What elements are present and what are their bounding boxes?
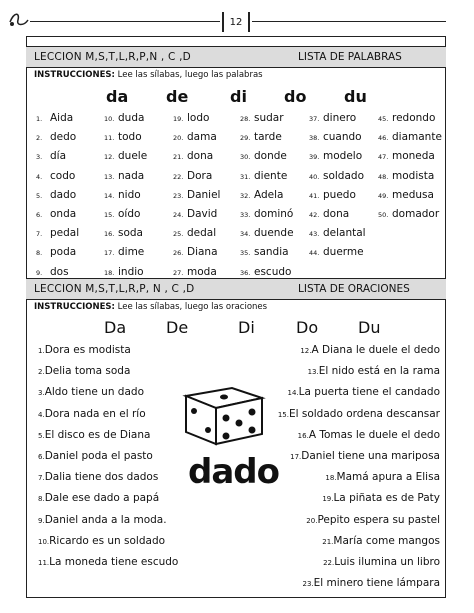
word-number: 37.: [309, 115, 320, 123]
word-text: nada: [118, 169, 145, 182]
section1-list-title: LISTA DE PALABRAS: [298, 51, 402, 63]
word-number: 43.: [309, 230, 320, 239]
word-number: 41.: [309, 191, 320, 200]
word-item: [173, 208, 217, 220]
word-text: dado: [50, 188, 77, 201]
word-text: moneda: [392, 150, 435, 163]
sentence-item: [325, 471, 440, 483]
word-item: [173, 189, 220, 201]
sentence-item: [38, 386, 144, 398]
word-text: modelo: [323, 150, 363, 163]
word-number: 13.: [104, 172, 115, 181]
word-text: dos: [50, 265, 69, 278]
word-number: 4.: [36, 172, 43, 181]
word-text: tarde: [254, 131, 282, 144]
word-text: diente: [254, 169, 288, 182]
word-number: 10.: [104, 115, 115, 123]
sentence-item: [38, 471, 158, 483]
word-item: [240, 150, 287, 162]
sentence-item: [38, 365, 130, 377]
word-item: [240, 246, 289, 258]
sentence-item: [38, 450, 153, 462]
sentence-item: [298, 429, 440, 441]
word-item: [378, 170, 434, 182]
word-item: [173, 246, 218, 258]
word-text: Aida: [50, 112, 74, 124]
sentence-number: 13.: [307, 368, 319, 377]
word-text: donde: [254, 150, 287, 163]
sentence-number: 17.: [290, 453, 302, 461]
word-item: [240, 208, 293, 220]
word-number: 44.: [309, 249, 320, 258]
sentence-text: Daniel anda a la moda.: [44, 513, 167, 526]
sentence-text: María come mangos: [333, 534, 440, 547]
word-number: 28.: [240, 115, 251, 123]
word-item: [309, 131, 362, 143]
syllable: da: [106, 87, 129, 106]
word-item: [36, 227, 79, 239]
sentence-number: 5.: [38, 431, 45, 440]
sentence-text: Aldo tiene un dado: [44, 386, 144, 399]
header-rule-left: [30, 21, 220, 22]
word-number: 46.: [378, 134, 389, 143]
sentence-number: 14.: [287, 389, 299, 398]
sentence-number: 2.: [38, 368, 45, 377]
dice-icon: [176, 378, 270, 448]
word-number: 20.: [173, 134, 184, 143]
word-item: [36, 266, 69, 278]
word-number: 8.: [36, 249, 43, 258]
sentence-text: Dora es modista: [44, 344, 131, 356]
word-number: 26.: [173, 249, 184, 258]
section2-instructions: [34, 302, 267, 312]
sentence-number: 8.: [38, 495, 45, 504]
word-item: [104, 189, 141, 201]
word-number: 16.: [104, 230, 115, 239]
word-item: [104, 112, 144, 124]
word-item: [104, 208, 140, 220]
word-number: 6.: [36, 211, 43, 219]
word-number: 31.: [240, 172, 251, 181]
syllable: Di: [238, 318, 255, 337]
syllable: Da: [104, 318, 127, 337]
word-item: [309, 112, 356, 124]
sentence-item: [38, 344, 131, 356]
sentence-text: La piñata es de Paty: [333, 492, 440, 505]
word-number: 30.: [240, 153, 251, 162]
word-text: poda: [50, 246, 77, 259]
word-item: [36, 150, 66, 162]
sentence-number: 7.: [38, 474, 45, 483]
instructions-label: INSTRUCCIONES:: [34, 70, 115, 80]
sentence-text: Dora nada en el río: [44, 407, 146, 420]
word-number: 48.: [378, 172, 389, 181]
word-item: [173, 170, 212, 182]
word-item: [173, 150, 213, 162]
sentence-text: El minero tiene lámpara: [313, 577, 440, 590]
word-text: puedo: [323, 188, 356, 201]
sentence-text: Daniel tiene una mariposa: [301, 450, 440, 462]
word-number: 32.: [240, 191, 251, 200]
word-text: día: [50, 150, 67, 163]
sentence-text: Dalia tiene dos dados: [44, 471, 159, 484]
word-item: [36, 170, 75, 182]
word-item: [36, 112, 73, 124]
sentence-number: 10.: [38, 537, 50, 546]
word-number: 42.: [309, 211, 320, 219]
sentence-number: 15.: [277, 410, 289, 419]
word-text: nido: [118, 188, 141, 201]
word-number: 5.: [36, 191, 43, 200]
word-text: dime: [118, 246, 145, 259]
word-text: David: [187, 208, 218, 220]
word-item: [240, 131, 282, 143]
word-number: 9.: [36, 268, 43, 277]
word-text: dinero: [323, 112, 357, 124]
sentence-number: 18.: [325, 474, 337, 483]
word-text: dona: [323, 208, 350, 220]
word-number: 21.: [173, 153, 184, 162]
word-text: codo: [50, 169, 76, 182]
picture-word: dado: [188, 452, 279, 492]
word-text: dominó: [254, 208, 294, 220]
instructions-text: Lee las sílabas, luego las oraciones: [114, 302, 268, 312]
word-text: redondo: [392, 112, 436, 124]
syllable: Du: [358, 318, 381, 337]
word-text: domador: [392, 208, 440, 220]
word-number: 33.: [240, 211, 251, 219]
word-number: 7.: [36, 230, 43, 239]
word-text: duende: [254, 227, 294, 240]
instructions-label: INSTRUCCIONES:: [34, 302, 115, 312]
word-item: [309, 208, 349, 220]
sentence-item: [306, 514, 440, 526]
word-text: dona: [187, 150, 214, 163]
sentence-text: Ricardo es un soldado: [49, 534, 166, 547]
sentence-text: Delia toma soda: [44, 365, 131, 378]
word-number: 49.: [378, 191, 389, 200]
word-item: [173, 227, 216, 239]
word-item: [378, 189, 434, 201]
word-text: medusa: [392, 188, 434, 201]
sentence-number: 21.: [322, 537, 334, 546]
word-number: 12.: [104, 153, 115, 162]
word-number: 50.: [378, 211, 389, 219]
word-item: [378, 208, 439, 220]
sentence-text: Luis ilumina un libro: [334, 556, 440, 568]
word-text: todo: [118, 131, 142, 144]
word-text: sandia: [254, 246, 289, 259]
word-item: [378, 112, 435, 124]
sentence-item: [323, 556, 440, 568]
word-item: [309, 227, 366, 239]
word-item: [36, 208, 76, 220]
sentence-item: [288, 386, 440, 398]
word-item: [104, 227, 143, 239]
word-text: moda: [187, 265, 217, 278]
word-item: [240, 227, 294, 239]
sentence-item: [38, 492, 159, 504]
syllable: do: [284, 87, 307, 106]
word-text: duele: [118, 150, 148, 163]
word-item: [104, 266, 144, 278]
word-text: modista: [392, 169, 435, 182]
sentence-text: Pepito espera su pastel: [317, 513, 440, 526]
section2-title-bar: [26, 278, 446, 300]
word-item: [240, 112, 284, 124]
word-text: duerme: [323, 246, 364, 259]
word-text: escudo: [254, 265, 292, 278]
word-item: [378, 131, 442, 143]
sentence-text: Mamá apura a Elisa: [336, 471, 440, 484]
syllable: di: [230, 87, 247, 106]
word-text: Adela: [254, 188, 284, 201]
word-item: [309, 170, 364, 182]
word-text: Dora: [187, 169, 213, 182]
word-number: 39.: [309, 153, 320, 162]
word-item: [173, 112, 209, 124]
sentence-item: [38, 429, 150, 441]
sentence-number: 19.: [322, 495, 334, 504]
sentence-item: [322, 492, 440, 504]
word-text: Daniel: [187, 188, 221, 201]
word-item: [104, 170, 144, 182]
word-item: [104, 246, 144, 258]
word-number: 25.: [173, 230, 184, 239]
section1-title-bar: [26, 46, 446, 68]
word-text: dedal: [187, 227, 217, 240]
syllable: Do: [296, 318, 319, 337]
sentence-text: A Diana le duele el dedo: [311, 344, 440, 356]
sentence-number: 3.: [38, 389, 45, 398]
word-number: 38.: [309, 134, 320, 143]
sentence-item: [308, 365, 440, 377]
sentence-item: [322, 535, 440, 547]
word-text: soldado: [323, 169, 365, 182]
sentence-number: 11.: [38, 559, 50, 567]
section1-title: LECCION M,S,T,L,R,P,N , C ,D: [34, 51, 191, 63]
word-text: indio: [118, 265, 144, 278]
sentence-number: 4.: [38, 410, 45, 419]
word-number: 23.: [173, 191, 184, 200]
word-text: duda: [118, 112, 145, 124]
word-item: [173, 266, 217, 278]
sentence-text: El nido está en la rama: [318, 365, 440, 378]
word-number: 11.: [104, 134, 115, 143]
sentence-item: [38, 514, 167, 526]
word-number: 45.: [378, 115, 389, 123]
section2-list-title: LISTA DE ORACIONES: [298, 283, 410, 295]
word-text: diamante: [392, 131, 442, 144]
word-text: delantal: [323, 227, 366, 240]
word-text: dama: [187, 131, 217, 144]
sentence-number: 23.: [302, 580, 314, 589]
sentence-number: 1.: [38, 347, 45, 355]
sentence-text: Dale ese dado a papá: [44, 492, 160, 505]
sentence-number: 20.: [306, 516, 318, 525]
word-number: 3.: [36, 153, 43, 162]
word-number: 35.: [240, 249, 251, 258]
word-item: [104, 131, 142, 143]
sentence-number: 12.: [300, 347, 312, 355]
word-text: oído: [118, 208, 141, 220]
word-item: [240, 170, 287, 182]
word-number: 17.: [104, 249, 115, 258]
ornament-icon: [6, 10, 36, 30]
sentence-item: [278, 408, 440, 420]
sentence-text: A Tomas le duele el dedo: [308, 428, 440, 441]
sentence-item: [38, 408, 146, 420]
sentence-text: La moneda tiene escudo: [49, 556, 179, 568]
word-number: 2.: [36, 134, 43, 143]
sentence-number: 22.: [323, 559, 335, 567]
word-item: [173, 131, 217, 143]
word-number: 18.: [104, 268, 115, 277]
sentence-number: 16.: [297, 431, 309, 440]
sentence-text: El soldado ordena descansar: [288, 407, 440, 420]
sentence-item: [38, 535, 165, 547]
instructions-text: Lee las sílabas, luego las palabras: [114, 70, 263, 80]
word-text: pedal: [50, 227, 80, 240]
word-number: 15.: [104, 211, 115, 219]
word-item: [240, 189, 283, 201]
word-item: [36, 131, 76, 143]
syllable: De: [166, 318, 189, 337]
word-item: [36, 246, 76, 258]
word-number: 19.: [173, 115, 184, 123]
word-text: sudar: [254, 112, 284, 124]
sentence-item: [290, 450, 440, 462]
word-item: [240, 266, 291, 278]
word-text: onda: [50, 208, 77, 220]
sentence-text: El disco es de Diana: [44, 428, 151, 441]
header-rule-right: [252, 21, 446, 22]
word-number: 27.: [173, 268, 184, 277]
word-item: [309, 150, 362, 162]
word-number: 47.: [378, 153, 389, 162]
sentence-number: 6.: [38, 453, 45, 461]
word-item: [104, 150, 147, 162]
sentence-item: [302, 577, 440, 589]
sentence-text: Daniel poda el pasto: [44, 450, 153, 462]
word-item: [309, 246, 364, 258]
sentence-item: [300, 344, 440, 356]
section2-title: LECCION M,S,T,L,R,P, N , C ,D: [34, 283, 195, 295]
word-item: [309, 189, 356, 201]
word-number: 22.: [173, 172, 184, 181]
syllable: de: [166, 87, 189, 106]
word-text: lodo: [187, 112, 210, 124]
sentence-number: 9.: [38, 516, 45, 525]
sentence-item: [38, 556, 178, 568]
word-number: 14.: [104, 191, 115, 200]
syllable: du: [344, 87, 367, 106]
word-text: dedo: [50, 131, 77, 144]
sentence-text: La puerta tiene el candado: [298, 386, 440, 399]
word-text: cuando: [323, 131, 362, 144]
word-item: [36, 189, 76, 201]
word-number: 29.: [240, 134, 251, 143]
word-number: 36.: [240, 268, 251, 277]
page-number: 12: [222, 12, 250, 32]
word-text: soda: [118, 227, 143, 240]
word-number: 40.: [309, 172, 320, 181]
word-text: Diana: [187, 246, 218, 259]
section1-instructions: [34, 70, 263, 80]
word-number: 24.: [173, 211, 184, 219]
word-number: 1.: [36, 115, 43, 123]
word-item: [378, 150, 435, 162]
word-number: 34.: [240, 230, 251, 239]
